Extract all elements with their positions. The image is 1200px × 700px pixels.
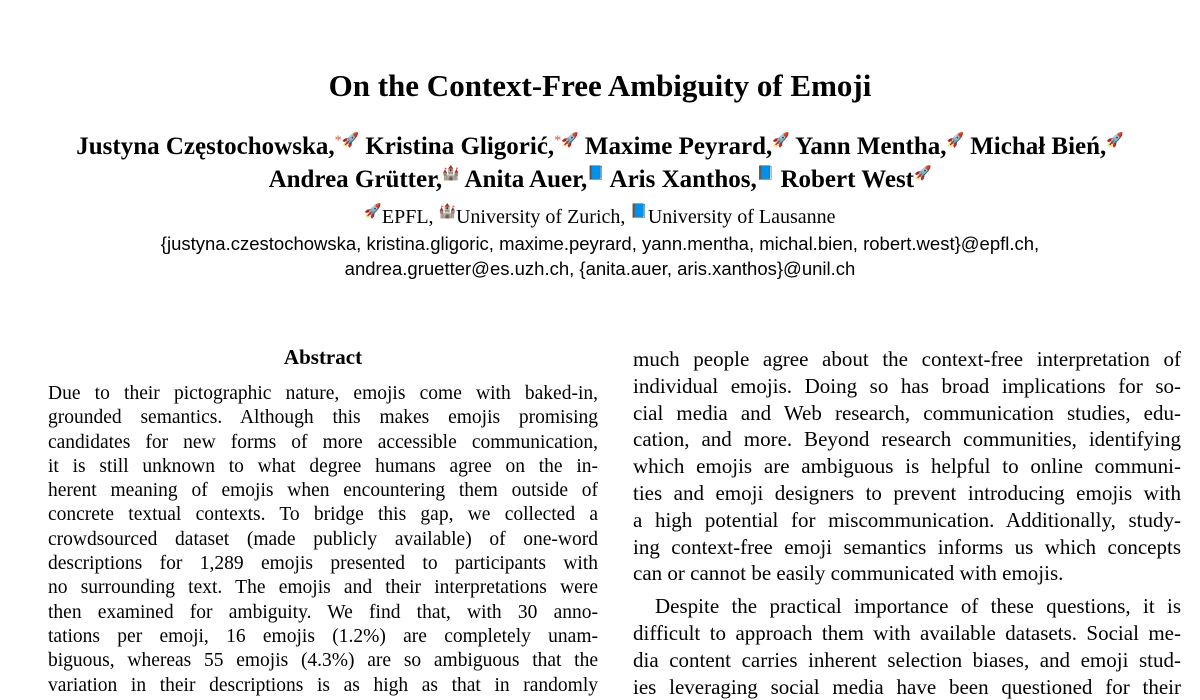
text-line: which emojis are ambiguous is helpful to online communi- (633, 454, 1181, 479)
email-line-1: {justyna.czestochowska, kristina.gligoric, maxime.peyrard, yann.mentha, michal.bien, robert.west}@epfl.ch, (160, 232, 1040, 254)
affiliations (0, 205, 1200, 282)
text-line: dia content carries inherent selection biases, and emoji stud- (633, 647, 1181, 672)
rocket-icon: 🚀 (772, 133, 790, 149)
book-icon: 📘 (630, 204, 648, 220)
author-name: Michał Bień, (970, 133, 1107, 160)
author-line-2 (0, 163, 1200, 196)
text-line: cation, and more. Beyond research communities, identifying (633, 427, 1181, 452)
text-line: then examined for ambiguity. We find that, with 30 anno- (48, 601, 598, 623)
castle-icon: 🏰 (442, 166, 460, 182)
text-line: cial media and Web research, communication studies, edu- (633, 400, 1181, 425)
text-line: individual emojis. Doing so has broad implications for so- (633, 373, 1181, 398)
text-line: crowdsourced dataset (made publicly available) of one-word (48, 528, 598, 550)
text-line: much people agree about the context-free interpretation of (633, 347, 1181, 371)
author-list (0, 130, 1200, 196)
affiliation-lausanne: University of Lausanne (647, 206, 836, 228)
rocket-icon: 🚀 (1106, 133, 1124, 149)
text-line: can or cannot be easily communicated with emojis. (633, 561, 1064, 586)
rocket-icon: 🚀 (946, 133, 964, 149)
author-name: Aris Xanthos, (609, 166, 757, 193)
text-line: variation in their descriptions is as high as that in randomly (48, 674, 598, 696)
affiliation-zurich: University of Zurich, (455, 206, 631, 228)
abstract-body (48, 382, 598, 698)
affiliation-line (0, 205, 1200, 231)
author-name: Justyna Częstochowska, (76, 133, 335, 160)
text-line: concrete textual contexts. To bridge this gap, we collected a (48, 504, 598, 526)
text-line: herent meaning of emojis when encountering them outside of (48, 480, 598, 502)
author-line-1 (0, 130, 1200, 163)
intro-body (633, 346, 1181, 700)
text-line: it is still unknown to what degree humans agree on the in- (48, 455, 598, 477)
book-icon: 📘 (756, 166, 775, 182)
text-line: descriptions for 1,289 emojis presented to participants with (48, 553, 598, 575)
rocket-icon: *🚀 (554, 133, 579, 149)
text-line: ties and emoji designers to prevent introducing emojis with (633, 480, 1181, 505)
text-line: a high potential for miscommunication. Additionally, study- (633, 507, 1181, 532)
author-name: Yann Mentha, (795, 133, 947, 160)
rocket-icon: 🚀 (364, 204, 382, 220)
text-line: Despite the practical importance of these questions, it is (655, 594, 1181, 619)
text-line: biguous, whereas 55 emojis (4.3%) are so ambiguous that the (48, 650, 598, 672)
text-line: Due to their pictographic nature, emojis come with baked-in, (48, 383, 598, 404)
text-line: ing context-free emoji semantics informs us which concepts (633, 534, 1181, 559)
author-name: Maxime Peyrard, (584, 133, 773, 160)
rocket-icon: 🚀 (914, 166, 932, 182)
castle-icon: 🏰 (438, 204, 456, 220)
author-name: Kristina Gligorić, (365, 133, 555, 160)
author-name: Anita Auer, (464, 166, 588, 193)
text-line: tations per emoji, 16 emojis (1.2%) are completely unam- (48, 625, 598, 647)
text-line: difficult to approach them with available datasets. Social me- (633, 620, 1181, 645)
book-icon: 📘 (587, 166, 605, 182)
rocket-icon: *🚀 (334, 133, 360, 149)
abstract-heading: Abstract (283, 345, 363, 369)
text-line: ies leveraging social media have been questioned for their (633, 674, 1181, 699)
paper-title: On the Context-Free Ambiguity of Emoji (328, 68, 872, 103)
text-line: grounded semantics. Although this makes emojis promising (48, 407, 598, 429)
author-name: Robert West (780, 166, 914, 193)
affiliation-epfl: EPFL, (381, 206, 439, 228)
author-name: Andrea Grütter, (268, 166, 443, 193)
email-line-2: andrea.gruetter@es.uzh.ch, {anita.auer, aris.xanthos}@unil.ch (344, 258, 856, 279)
text-line: candidates for new forms of more accessible communication, (48, 431, 598, 453)
text-line: no surrounding text. The emojis and their interpretations were (48, 577, 598, 599)
